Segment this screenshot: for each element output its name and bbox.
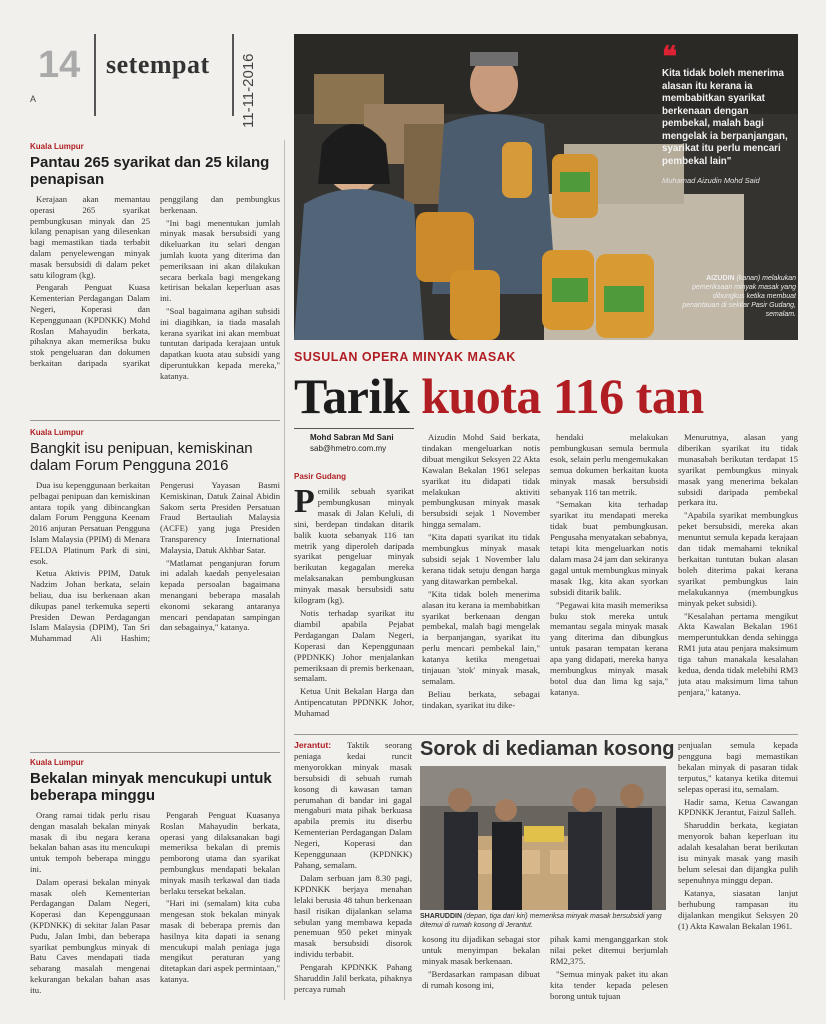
paragraph: Pengarah KPDNKK Pahang Sharuddin Jalil berkata, pihaknya percaya rumah [294,962,412,994]
pull-quote [662,42,792,185]
story-body [30,810,280,996]
paragraph: "Apabila syarikat membungkus peket bersubsidi, mereka akan menuntut semula kepada kerajaan dan tidak memahami teknikal berkaitan tuntutan bukan alasan boleh diterima pakai kerana syarikat pembungkus lain melakukannya (membungkus minyak peket subsidi). [678,510,798,608]
paragraph: Aizudin Mohd Said berkata, tindakan mengeluarkan notis dibuat mengikut Seksyen 22 Akta Kawalan Bekalan 1961 selepas syarikat itu didapati tidak melakukan aktiviti pembungkusan minyak masak bersubsidi sejak 1 November hingga semalam. [422,432,540,530]
story-body [30,194,280,382]
paragraph: "Kita tidak boleh menerima alasan itu kerana ia membabitkan syarikat berkenaan dengan pembekal, malah bagi mengelak ia berpanjangan, syarikat itu perlu mencari pembekal lain," katanya ketika mengetuai tinjauan 'stok' minyak masak, semalam. [422,588,540,686]
section-title: setempat [106,50,210,79]
paragraph: "Matlamat penganjuran forum ini adalah kaedah penyelesaian kepada persoalan bagaimana menangani beberapa masalah ekonomi sekarang antaranya mencari pendapatan sampingan dan sebagainya," katanya. [160,557,280,633]
story-kicker: Kuala Lumpur [30,428,84,437]
story-divider [30,420,280,421]
photo-caption [680,274,796,319]
caption-name: AIZUDIN [706,275,735,282]
paragraph: Orang ramai tidak perlu risau dengan masalah bekalan minyak masak di ibu negara kerana bekalan bahan asas itu mencukupi untuk tempoh beberapa minggu ini. [30,810,150,874]
story-bekalan [30,758,280,1008]
story-divider [30,752,280,753]
paragraph: "Kesalahan pertama mengikut Akta Kawalan Bekalan 1961 memperuntukkan denda sehingga RM1 juta atau penjara maksimum tiga tahun manakala kesalahan kedua, denda tidak melebihi RM3 juta atau maksimum lima tahun penjara," katanya. [678,610,798,697]
paragraph: "Hari ini (semalam) kita cuba mengesan stok bekalan minyak masak di beberapa premis dan hasilnya kita dapati ia senang mencukupi malah peniaga juga mengikut peraturan yang ditetapkan dari aspek permintaan," katanya. [160,898,280,984]
paragraph: "Semua minyak paket itu akan kita tender kepada pelesen borong untuk tujuan [550,968,668,1001]
header-divider [232,34,234,116]
paragraph: hendaki melakukan pembungkusan semula bermula esok, selain perlu mengemukakan semua dokumen berkaitan kuota minyak masak bersubsidi sebanyak 116 tan metrik. [550,432,668,497]
page-number: 14 [38,44,81,86]
main-kicker: SUSULAN OPERA MINYAK MASAK [294,350,516,364]
quote-author: Muhamad Aizudin Mohd Said [662,176,760,185]
paragraph: kosong itu dijadikan sebagai stor untuk menyimpan bekalan minyak masak berkenaan. [422,934,540,966]
sorok-col-2 [422,934,540,1010]
sorok-headline: Sorok di kediaman kosong [420,738,675,760]
sorok-col-1 [294,740,412,1010]
paragraph: Ketua Aktivis PPIM, Datuk Nadzim Johan berkata, selain beliau, dua isu berkenaan akan dikupas panel terkemuka seperti Presiden Dewan Perdagangan Islam Malaysia (DPIM), Tan Sri Muhammad Ali Hashim; Pengerusi Yayasan Basmi Kemiskinan, Datuk Zainal Abidin Sakom serta Presiden Persatuan Fraud Bertauliah Malaysia (ACFE) yang juga Presiden Transparency International Malaysia, Datuk Akhbar Satar. [30,480,280,644]
sorok-photo [420,766,666,910]
main-col-2 [422,432,540,728]
story-kicker: Kuala Lumpur [30,758,84,767]
paragraph: penjualan semula kepada pengguna bagi memastikan bekalan minyak di pasaran tidak terputus," katanya ketika ditemui selepas operasi itu, semalam. [678,740,798,794]
main-col-3 [550,432,668,728]
drop-cap: P [294,486,315,520]
paragraph: Sharuddin berkata, kegiatan menyorok bahan keperluan itu adalah kesalahan berat berikutan isu minyak masak yang masih belum selesai dan dijangka pulih sepenuhnya minggu depan. [678,820,798,885]
dateline: Jerantut: [294,740,332,750]
paragraph: Ketua Unit Bekalan Harga dan Antipencatutan PPDNKK Johor, Muhamad [294,686,414,719]
sorok-col-4 [678,740,798,1012]
caption-text: (kanan) melakukan pemeriksaan minyak masak yang dibungkus ketika membuat penantauan di sekitar Pasir Gudang, semalam. [682,275,796,318]
paragraph: "Kita dapati syarikat itu tidak membungkus minyak masak subsidi sejak 1 November lalu kerana tidak setuju dengan harga yang ditawarkan pembekal. [422,532,540,586]
paragraph: Dalam serbuan jam 8.30 pagi, KPDNKK berjaya menahan lelaki berusia 48 tahun berkenaan hasil risikan dijalankan selama sebulan yang membawa kepada penemuan 950 peket minyak masak bersubsidi disorok individu terbabit. [294,872,412,960]
paragraph: "Berdasarkan rampasan dibuat di rumah kosong ini, [422,968,540,990]
paragraph [294,740,412,871]
paragraph: Pengarah Penguat Kuasa Kementerian Perdagangan Dalam Negeri, Koperasi dan Kepenggunaan (KPDNKK) Mohd Roslan Mahayudin berkata, pihaknya akan memeriksa buku stok pengeluaran dan dokumen berkaitan daripada syarikat penggilang dan pembungkus berkenaan. [30,194,280,368]
main-headline [294,368,704,424]
story-forum [30,428,280,748]
quote-text: Kita tidak boleh menerima alasan itu kerana ia membabitkan syarikat berkenaan dengan pembekal, malah bagi mengelak ia berpanjangan, syarikat itu perlu mencari pembekal lain" [662,68,788,167]
byline-rule [294,428,414,429]
caption-text: (depan, tiga dari kiri) memeriksa minyak masak bersubsidi yang ditemui di rumah kosong di Jerantut. [420,913,662,929]
paragraph: Pengarah Penguat Kuasanya Roslan Mahayudin berkata, operasi yang dilaksanakan bagi memeriksa bekalan di premis pemborong utama dan syarikat pembungkus mendapati bekalan minyak masih terkawal dan tiada berlaku tersekat bekalan. [160,810,280,896]
sorok-caption [420,912,666,930]
story-kicker: Kuala Lumpur [30,142,84,151]
paragraph: "Ini bagi menentukan jumlah minyak masak bersubsidi yang dikeluarkan itu selari dengan jumlah kuota yang diterima dan pemeriksaan ini akan dilakukan secara berkala bagi mengekang ketirisan bekalan keperluan asas ini. [160,217,280,304]
story-headline: Pantau 265 syarikat dan 25 kilang penapisan [30,154,270,188]
story-divider [294,734,798,735]
paragraph: Menurutnya, alasan yang diberikan syarikat itu tidak munasabah berikutan terdapat 15 syarikat pembungkus minyak masak yang menerima bekalan subsidi daripada pembekal perkara itu. [678,432,798,508]
dateline: Pasir Gudang [294,472,347,481]
paragraph: Notis terhadap syarikat itu diambil apabila Pejabat Perdagangan Dalam Negeri, Koperasi dan Kepenggunaan (PPDNKK) Johor menjalankan pemeriksaan di premis berkenaan, semalam. [294,607,414,684]
paragraph: emilik sebuah syarikat pembungkusan minyak masak di Jalan Keluli, di sini, berdepan tindakan ditarik balik kuota sebanyak 116 tan metrik yang diperoleh daripada syarikat pengeluar minyak berikutan kegagalan mereka melaksanakan pembungkusan minyak masak bersubsidi satu kilogram (kg). [294,486,414,606]
paragraph: pihak kami menganggarkan stok nilai peket ditemui berjumlah RM2,375. [550,934,668,966]
paragraph: "Soal bagaimana agihan subsidi ini diagihkan, ia tiada masalah kerana syarikat ini akan membuat tuntutan daripada kerajaan untuk dapatkan kuota atau subsidi yang diperuntukkan kepada mereka," katanya. [160,305,280,381]
paragraph: Dalam operasi bekalan minyak masak oleh Kementerian Perdagangan Dalam Negeri, Koperasi dan Kepenggunaan (KPDNKK) di sekitar Jalan Pasar Pudu, Jalan Imbi, dan beberapa syarikat pembungkus minyak di Batu Caves mendapati tiada sebarang masalah mengenai kekurangan bekalan bahan asas itu. [30,876,150,995]
paragraph: Beliau berkata, sebagai tindakan, syarikat itu dike- [422,688,540,710]
paragraph: Kerajaan akan memantau operasi 265 syarikat pembungkusan minyak dan 25 kilang penapisan yang dilesenkan bagi memastikan tiada terbabit dalam penyelewengan minyak masak bersubsidi di dalam peket satu kilogram (kg). [30,194,150,280]
paragraph: Hadir sama, Ketua Cawangan KPDNKK Jerantut, Faizul Salleh. [678,796,798,818]
story-headline: Bekalan minyak mencukupi untuk beberapa minggu [30,770,272,804]
story-pantau [30,142,280,412]
paragraph: "Semakan kita terhadap syarikat itu mendapati mereka tidak buat pembungkusan. Pengusaha menyatakan sebabnya, tetapi kita mengeluarkan notis dalam masa 24 jam dan sekiranya gagal untuk membungkus minyak masak 1kg, kita akan syorkan subsidi ditarik balik. [550,499,668,597]
quote-mark-icon: ❝ [662,42,678,73]
header-divider [94,34,96,116]
headline-red: kuota 116 tan [421,368,704,424]
story-body [30,480,280,644]
corner-mark: A [30,94,37,104]
caption-name: SHARUDDIN [420,913,462,920]
officers-raid-image [420,766,666,910]
byline-name: Mohd Sabran Md Sani [310,433,394,442]
byline-email[interactable]: sab@hmetro.com.my [310,444,387,453]
main-col-4 [678,432,798,728]
paragraph: Dua isu kepenggunaan berkaitan pelbagai penipuan dan kemiskinan antara topik yang dibincangkan dalam Forum Pengguna Keenam 2016 anjuran Persatuan Pengguna Islam Malaysia (PPIM) di Menara FELDA Platinum Park di sini, esok. [30,480,150,566]
headline-dark: Tarik [294,368,410,424]
issue-date: 11-11-2016 [240,53,257,128]
paragraph: Katanya, siasatan lanjut berhubung rampasan itu dijalankan mengikut Seksyen 20 (1) Akta Kawalan Bekalan 1961. [678,887,798,931]
column-divider [284,140,285,1000]
sorok-col-3 [550,934,668,1010]
story-headline: Bangkit isu penipuan, kemiskinan dalam Forum Pengguna 2016 [30,440,253,474]
main-col-1 [294,486,414,728]
paragraph-text: Taktik seorang peniaga kedai runcit menyorokkan minyak masak bersubsidi di sebuah rumah kosong di kawasan taman perumahan di bandar ini gagal mengaburi mata pihak berkuasa apabila premis itu diserbu Kementerian Perdagangan Dalam Negeri, Koperasi dan Kepenggunaan (KPDNKK) Pahang, semalam. [294,740,412,870]
byline [310,432,394,454]
paragraph: "Pegawai kita masih memeriksa buku stok mereka untuk memantau segala minyak masak yang diterima dan dibungkus untuk pasaran tempatan kerana apa yang didapati, mereka hanya membungkus minyak masak botol dua dan lima kg saja," katanya. [550,599,668,697]
